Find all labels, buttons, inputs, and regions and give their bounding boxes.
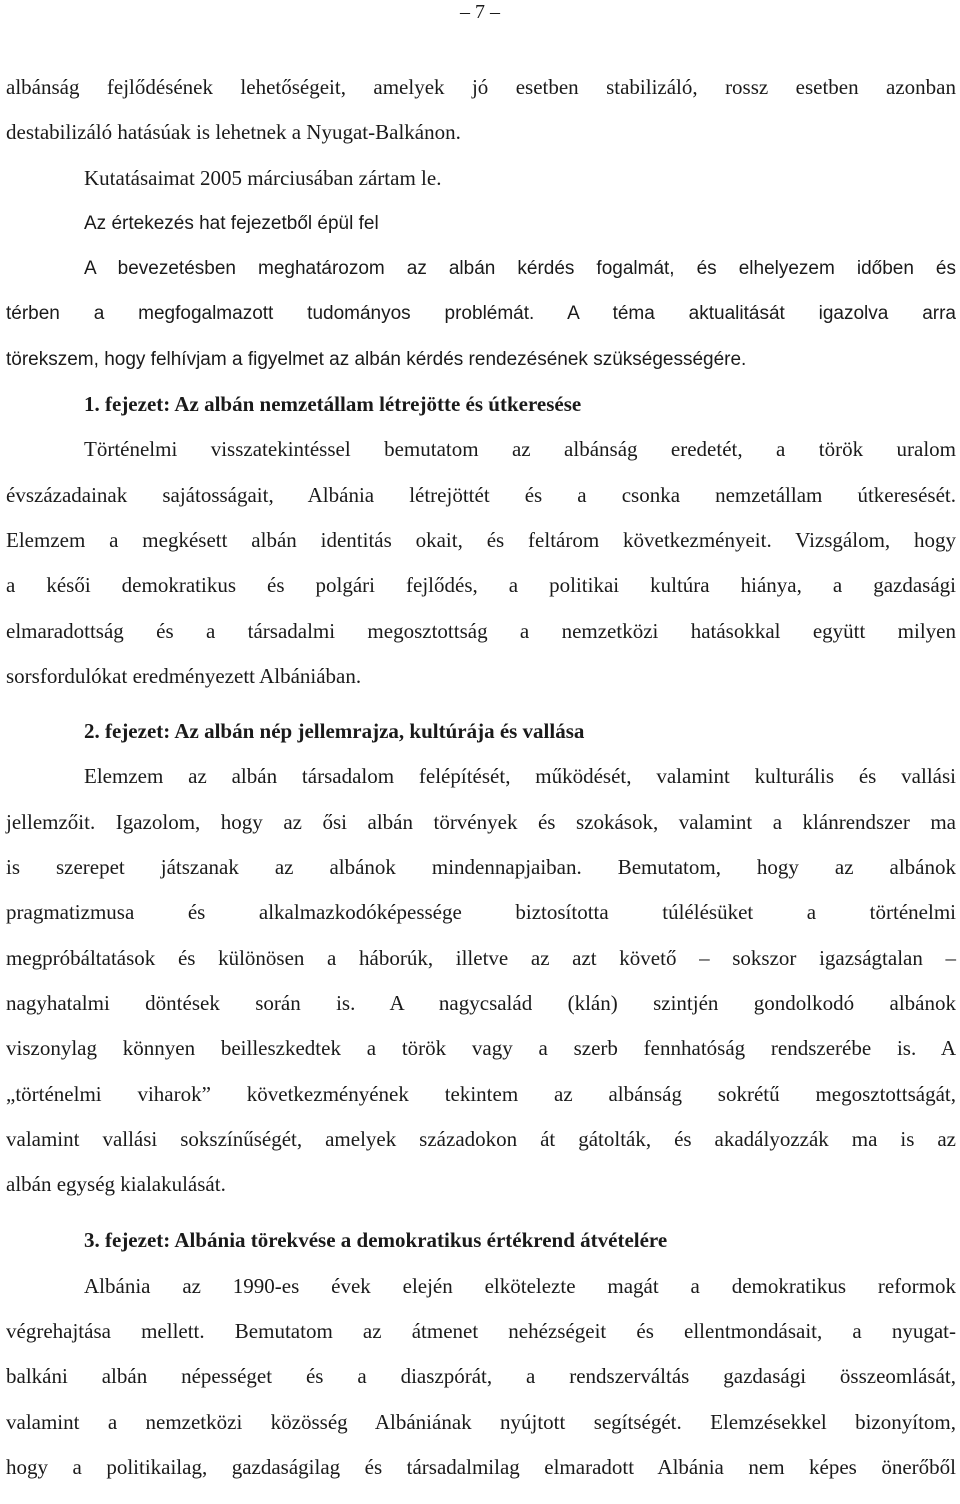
text-line: hogy a politikailag, gazdaságilag és társadalmilag elmaradott Albánia nem képes önerőből [6, 1454, 956, 1479]
text-line: törekszem, hogy felhívjam a figyelmet az albán kérdés rendezésének szükségességére. [6, 348, 747, 370]
text-line: megpróbáltatások és különösen a háborúk, illetve az azt követő – sokszor igazságtalan – [6, 945, 956, 970]
text-line: viszonylag könnyen beilleszkedtek a török vagy a szerb fennhatóság rendszerébe is. A [6, 1036, 956, 1061]
text-line: Elemzem a megkésett albán identitás okait, és feltárom következményeit. Vizsgálom, hogy [6, 527, 956, 552]
text-line: balkáni albán népességet és a diaszpórát, a rendszerváltás gazdasági összeomlását, [6, 1364, 956, 1389]
text-line: valamint a nemzetközi közösség Albániának nyújtott segítségét. Elemzésekkel bizonyítom, [6, 1409, 956, 1434]
text-line: Történelmi visszatekintéssel bemutatom az albánság eredetét, a török uralom [84, 437, 956, 462]
chapter-2-heading: 2. fejezet: Az albán nép jellemrajza, kultúrája és vallása [84, 719, 585, 744]
text-line: Elemzem az albán társadalom felépítését, működését, valamint kulturális és vallási [84, 764, 956, 789]
text-line: „történelmi viharok” következményének tekintem az albánság sokrétű megosztottságát, [6, 1081, 956, 1106]
chapter-3-heading: 3. fejezet: Albánia törekvése a demokratikus értékrend átvételére [84, 1228, 668, 1253]
text-line: is szerepet játszanak az albánok mindennapjaiban. Bemutatom, hogy az albánok [6, 855, 956, 880]
text-line: Kutatásaimat 2005 márciusában zártam le. [84, 165, 442, 190]
document-body [6, 65, 956, 1490]
page-number: – 7 – [460, 1, 500, 23]
text-line: a késői demokratikus és polgári fejlődés, a politikai kultúra hiánya, a gazdasági [6, 573, 956, 598]
text-line: Albánia az 1990-es évek elején elkötelezte magát a demokratikus reformok [84, 1273, 956, 1298]
text-line: valamint vallási sokszínűségét, amelyek századokon át gátolták, és akadályozzák ma is az [6, 1126, 956, 1151]
text-line: évszázadainak sajátosságait, Albánia létrejöttét és a csonka nemzetállam útkeresését. [6, 482, 956, 507]
text-line: destabilizáló hatásúak is lehetnek a Nyugat-Balkánon. [6, 120, 461, 145]
text-line: albánság fejlődésének lehetőségeit, amelyek jó esetben stabilizáló, rossz esetben azonban [6, 75, 956, 99]
section-intro-heading: Az értekezés hat fejezetből épül fel [84, 212, 379, 234]
text-line: sorsfordulókat eredményezett Albániában. [6, 663, 362, 688]
text-line: térben a megfogalmazott tudományos problémát. A téma aktualitását igazolva arra [6, 303, 956, 325]
chapter-1-heading: 1. fejezet: Az albán nemzetállam létrejötte és útkeresése [84, 392, 582, 417]
text-line: albán egység kialakulását. [6, 1172, 226, 1197]
text-line: A bevezetésben meghatározom az albán kérdés fogalmát, és elhelyezem időben és [84, 258, 956, 280]
text-line: nagyhatalmi döntések során is. A nagycsalád (klán) szintjén gondolkodó albánok [6, 990, 956, 1015]
text-line: végrehajtása mellett. Bemutatom az átmenet nehézségeit és ellentmondásait, a nyugat- [6, 1319, 956, 1344]
text-line: jellemzőit. Igazolom, hogy az ősi albán törvények és szokások, valamint a klánrendszer ma [6, 809, 956, 834]
text-line: elmaradottság és a társadalmi megosztottság a nemzetközi hatásokkal együtt milyen [6, 618, 956, 643]
text-line: pragmatizmusa és alkalmazkodóképessége biztosította túlélésüket a történelmi [6, 900, 956, 925]
